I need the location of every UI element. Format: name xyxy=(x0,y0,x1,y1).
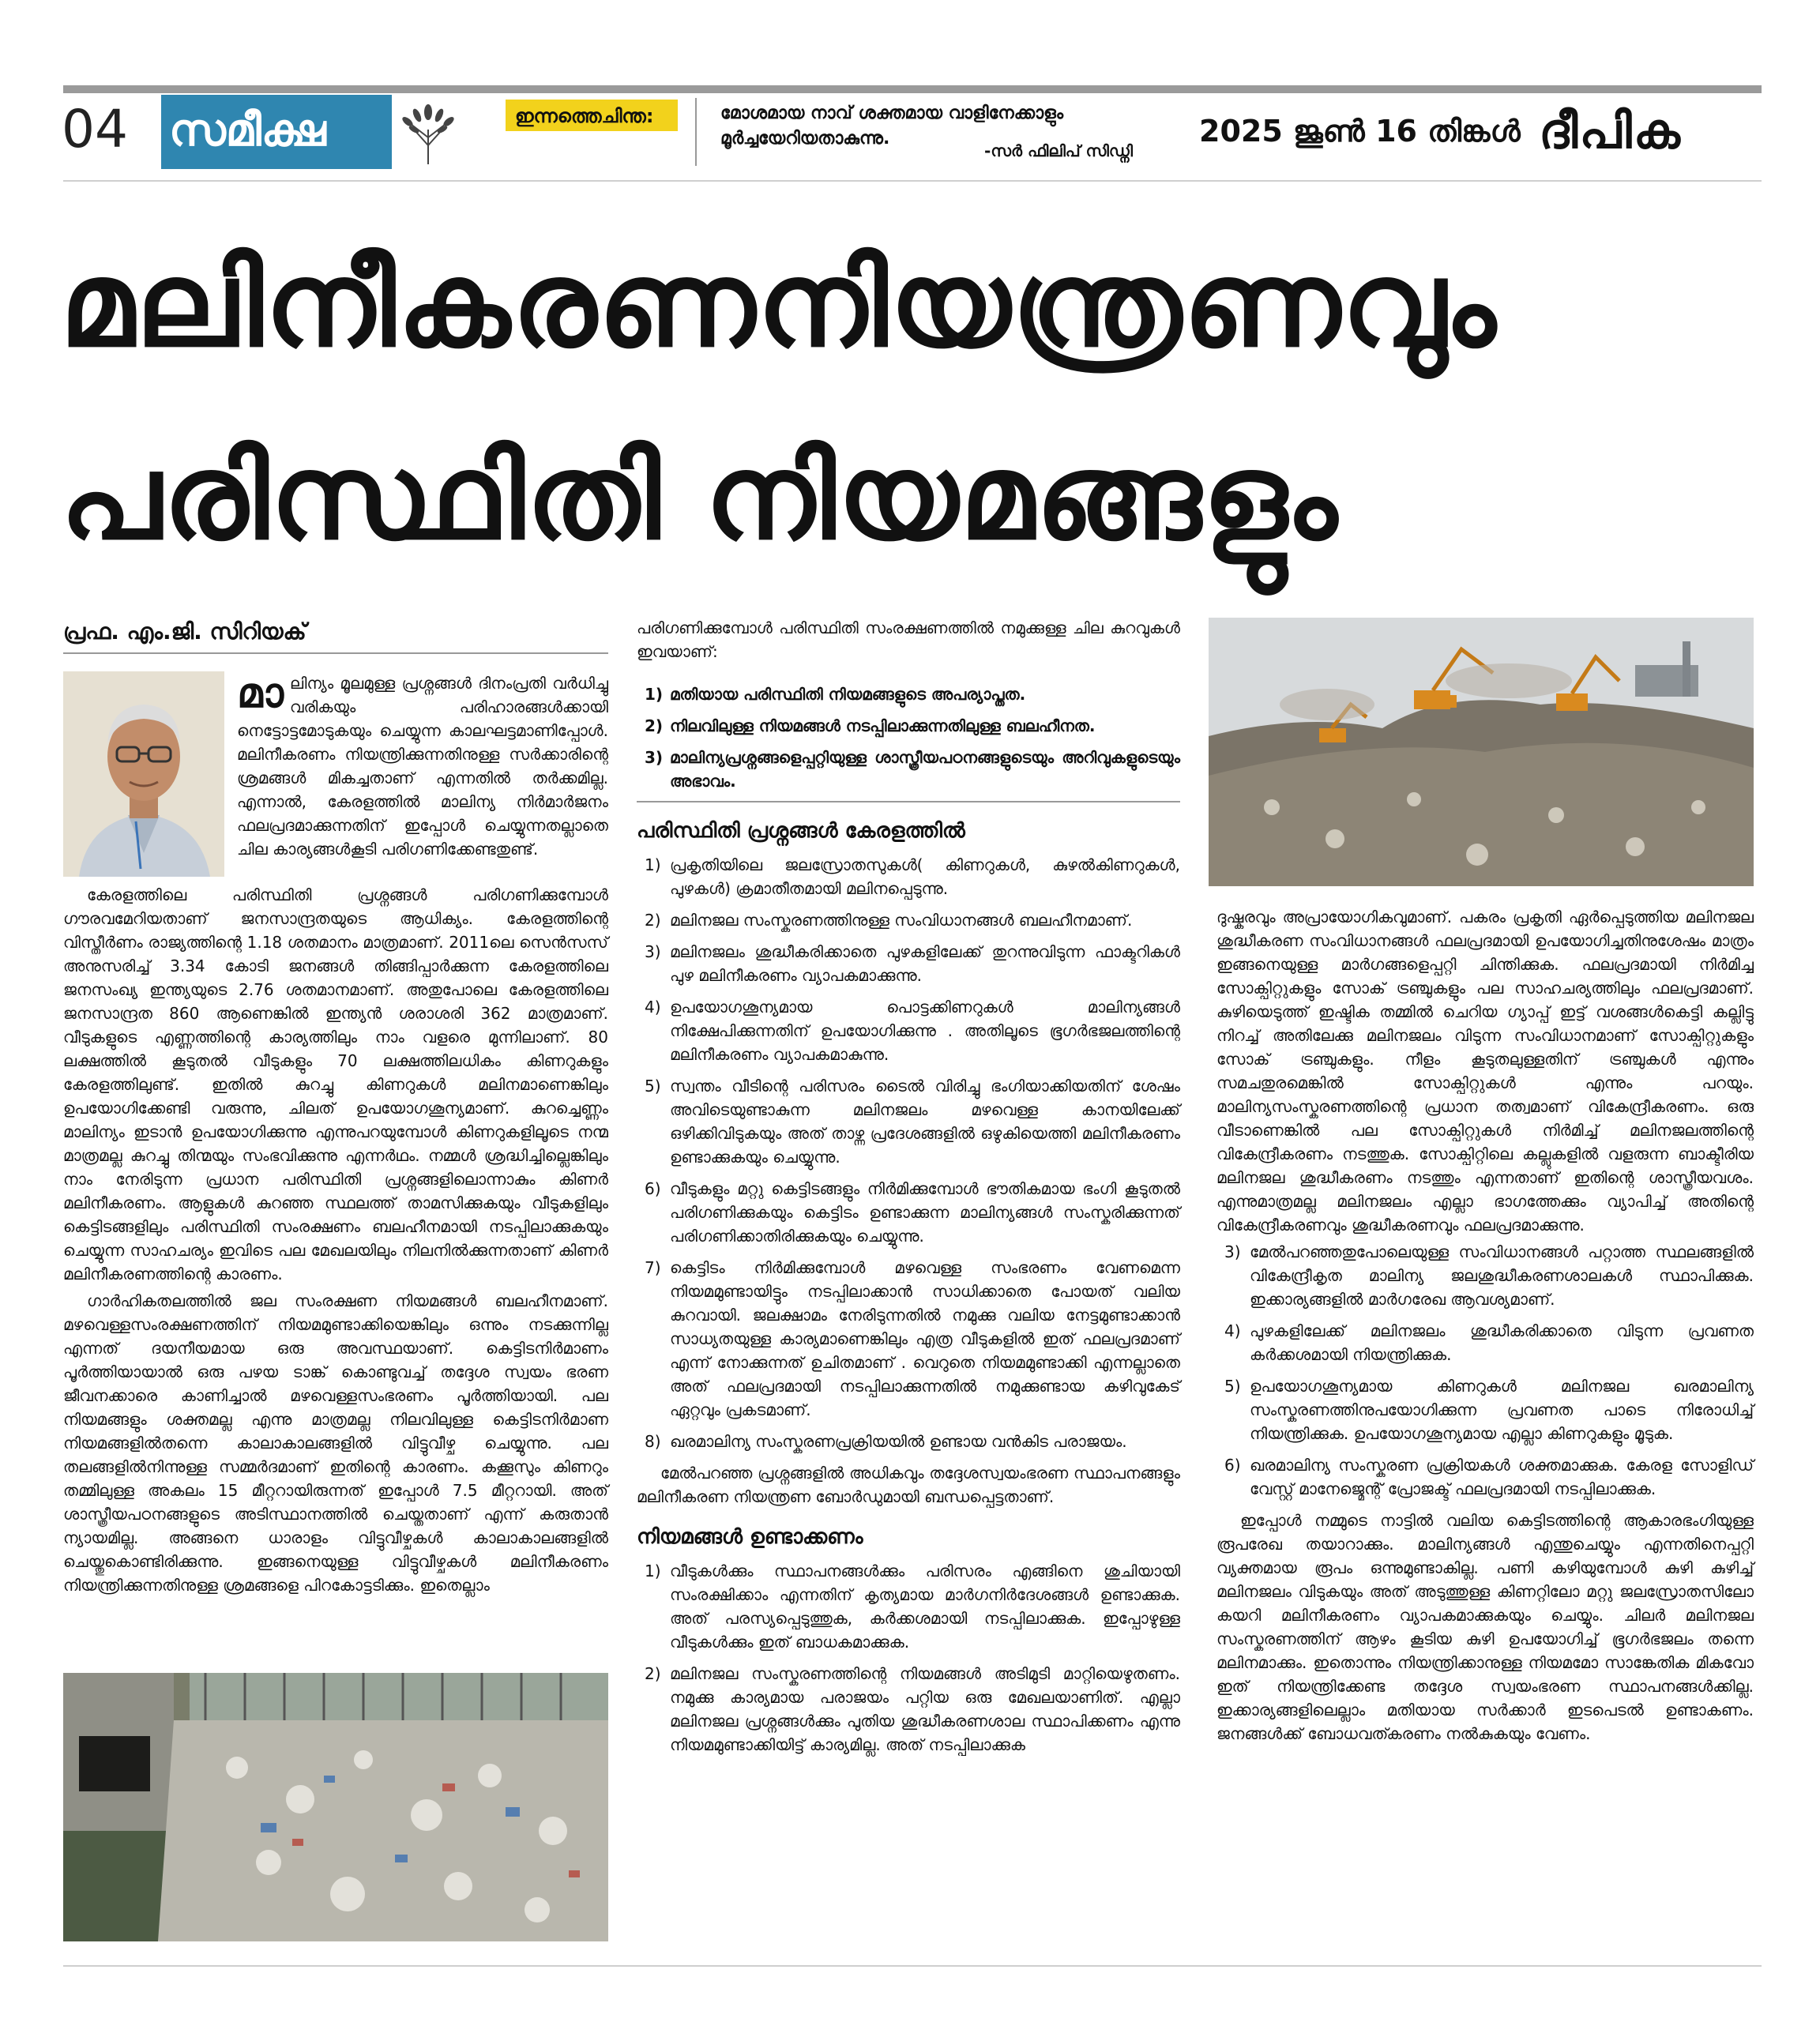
subhead-rule xyxy=(637,801,1180,802)
quote-divider xyxy=(695,98,697,166)
list-item: 2) മലിനജല സംസ്കരണത്തിനുള്ള സംവിധാനങ്ങൾ ബലഹീനമാണ്. xyxy=(645,911,1133,930)
tree-icon xyxy=(398,98,458,166)
page-bottom-rule xyxy=(63,1965,1762,1967)
intro-text: ലിന്യം മൂലമുള്ള പ്രശ്നങ്ങൾ ദിനംപ്രതി വർധിച്ചു വരികയും പരിഹാരങ്ങൾക്കായി നെട്ടോട്ടമോടുകയും ചെയ്യുന്ന കാലഘട്ടമാണിപ്പോൾ. മലിനീകരണം നിയന്ത്രിക്കുന്നതിനുള്ള സർക്കാരിന്റെ ശ്രമങ്ങൾ മികച്ചതാണ് എന്നതിൽ തർക്കമില്ല. എന്നാൽ, കേരളത്തിൽ മാലിന്യ നിർമാർജനം ഫലപ്രദമാക്കുന്നതിന് ഇപ്പോൾ ചെയ്യുന്നതല്ലാതെ ചില കാര്യങ്ങൾകൂടി പരിഗണിക്കേണ്ടതുണ്ട്. xyxy=(237,674,608,859)
headline-line-1: മലിനീകരണനിയന്ത്രണവും xyxy=(60,236,1498,374)
masthead-top-bar xyxy=(63,85,1762,93)
landfill-photo xyxy=(1209,618,1754,886)
list-item: 4) ഉപയോഗശൂന്യമായ പൊട്ടക്കിണറുകൾ മാലിന്യങ്ങൾ നിക്ഷേപിക്കുന്നതിന് ഉപയോഗിക്കുന്നു . അതിലൂടെ ഭൂഗർഭജലത്തിന്റെ മലിനീകരണം വ്യാപകമാകുന്നു. xyxy=(645,998,1180,1064)
list-item: 3) മലിനജലം ശുദ്ധീകരിക്കാതെ പുഴകളിലേക്ക് തുറന്നുവിടുന്ന ഫാക്ടറികൾ പുഴ മലിനീകരണം വ്യാപകമാക്കുന്നു. xyxy=(645,942,1180,985)
subhead-make-laws: നിയമങ്ങൾ ഉണ്ടാക്കണം xyxy=(637,1525,863,1549)
paragraph: ഇപ്പോൾ നമ്മുടെ നാട്ടിൽ വലിയ കെട്ടിടത്തിന്റെ ആകാരഭംഗിയുള്ള രൂപരേഖ തയാറാക്കും. മാലിന്യങ്ങൾ എന്തുചെയ്യും എന്നതിനെപ്പറ്റി വ്യക്തമായ രൂപം ഒന്നുമുണ്ടാകില്ല. പണി കഴിയുമ്പോൾ കുഴി കുഴിച്ച് മലിനജലം വിടുകയും അത് അടുത്തുള്ള കിണറ്റിലോ മറ്റു ജലസ്രോതസിലോ കയറി മലിനീകരണം വ്യാപകമാക്കുകയും ചെയ്യും. ചിലർ മലിനജല സംസ്കരണത്തിന് ആഴം കൂടിയ കുഴി ഉപയോഗിച്ച് ഭൂഗർഭജലം തന്നെ മലിനമാക്കും. ഇതൊന്നും നിയന്ത്രിക്കാനുള്ള നിയമമോ സാങ്കേതിക മികവോ ഇത് നിയന്ത്രിക്കേണ്ട തദ്ദേശ സ്വയംഭരണ സ്ഥാപനങ്ങൾക്കില്ല. ഇക്കാര്യങ്ങളിലെല്ലാം മതിയായ സർക്കാർ ഇടപെടൽ ഉണ്ടാകണം. ജനങ്ങൾക്ക് ബോധവത്കരണം നൽകുകയും വേണം. xyxy=(1216,1511,1754,1743)
article-intro xyxy=(237,671,608,861)
headline-line-2: പരിസ്ഥിതി നിയമങ്ങളും xyxy=(60,429,1339,566)
paragraph: കേരളത്തിലെ പരിസ്ഥിതി പ്രശ്നങ്ങൾ പരിഗണിക്കുമ്പോൾ ഗൗരവമേറിയതാണ് ജനസാന്ദ്രതയുടെ ആധിക്യം. കേരളത്തിന്റെ വിസ്തീർണം രാജ്യത്തിന്റെ 1.18 ശതമാനം മാത്രമാണ്. 2011ലെ സെൻസസ് അനുസരിച്ച് 3.34 കോടി ജനങ്ങൾ തിങ്ങിപ്പാർക്കുന്ന കേരളത്തിലെ ജനസംഖ്യ ഇന്ത്യയുടെ 2.76 ശതമാനമാണ്. അതുപോലെ കേരളത്തിലെ ജനസാന്ദ്രത 860 ആണെങ്കിൽ ഇന്ത്യൻ ശരാശരി 362 മാത്രമാണ്. വീടുകളുടെ എണ്ണത്തിന്റെ കാര്യത്തിലും നാം വളരെ മുന്നിലാണ്. 80 ലക്ഷത്തിൽ കൂടുതൽ വീടുകളും 70 ലക്ഷത്തിലധികം കിണറുകളും കേരളത്തിലുണ്ട്. ഇതിൽ കുറച്ചു കിണറുകൾ മലിനമാണെങ്കിലും ഉപയോഗിക്കേണ്ടി വരുന്നു, ചിലത് ഉപയോഗശൂന്യമാണ്. കുറച്ചെണ്ണം മാലിന്യം ഇടാൻ ഉപയോഗിക്കുന്നു എന്നുപറയുമ്പോൾ കിണറുകളിലൂടെ നന്മ മാത്രമല്ല കുറച്ചു തിന്മയും സംഭവിക്കുന്നു എന്നർഥം. നമ്മൾ ശ്രദ്ധിച്ചില്ലെങ്കിലും നാം നേരിടുന്ന പ്രധാന പരിസ്ഥിതി പ്രശ്നങ്ങളിലൊന്നാകും കിണർ മലിനീകരണം. ആളുകൾ കുറഞ്ഞ സ്ഥലത്ത് താമസിക്കുകയും വീടുകളിലും കെട്ടിടങ്ങളിലും പരിസ്ഥിതി സംരക്ഷണം ബലഹീനമായി നടപ്പിലാക്കുകയും ചെയ്യുന്ന സാഹചര്യം ഇവിടെ പല മേഖലയിലും നിലനിൽക്കുന്നതാണ് കിണർ മലിനീകരണത്തിന്റെ കാരണം. xyxy=(63,885,608,1283)
byline: പ്രഫ. എം.ജി. സിറിയക് xyxy=(63,618,306,645)
list-item: 5) സ്വന്തം വീടിന്റെ പരിസരം ടൈൽ വിരിച്ചു ഭംഗിയാക്കിയതിന് ശേഷം അവിടെയുണ്ടാകുന്ന മലിനജലം മഴവെള്ള കാനയിലേക്ക് ഒഴിക്കിവിടുകയും അത് താഴ്ന്ന പ്രദേശങ്ങളിൽ ഒഴുകിയെത്തി മലിനീകരണം ഉണ്ടാക്കുകയും ചെയ്യുന്നു. xyxy=(645,1077,1180,1167)
section-label: സമീക്ഷ xyxy=(169,105,326,156)
quote-line-2: മൂർച്ചയേറിയതാകുന്നു. xyxy=(720,129,890,148)
landfill-illustration xyxy=(1209,618,1754,886)
masthead-rule xyxy=(63,180,1762,182)
page-number: 04 xyxy=(62,99,128,160)
list-item: 3) മാലിന്യപ്രശ്നങ്ങളെപ്പറ്റിയുള്ള ശാസ്ത്രീയപഠനങ്ങളുടെയും അറിവുകളുടെയും അഭാവം. xyxy=(645,748,1180,791)
column-1-body xyxy=(63,883,608,1600)
drop-cap: മാ xyxy=(237,670,284,717)
quote-line-1: മോശമായ നാവ് ശക്തമായ വാളിനേക്കാളും xyxy=(720,103,1064,123)
weaknesses-list xyxy=(637,682,1180,793)
list-item: 2) മലിനജല സംസ്കരണത്തിന്റെ നിയമങ്ങൾ അടിമുടി മാറ്റിയെഴുതണം. നമുക്കു കാര്യമായ പരാജയം പറ്റിയ ഒരു മേഖലയാണിത്. എല്ലാ മലിനജല പ്രശ്നങ്ങൾക്കും പുതിയ ശുദ്ധീകരണശാല സ്ഥാപിക്കണം എന്നു നിയമമുണ്ടാക്കിയിട്ട് കാര്യമില്ല. അത് നടപ്പിലാക്കുക xyxy=(645,1664,1180,1754)
problems-list xyxy=(637,853,1180,1453)
paragraph: ദുഷ്കരവും അപ്രായോഗികവുമാണ്. പകരം പ്രകൃതി ഏർപ്പെടുത്തിയ മലിനജല ശുദ്ധീകരണ സംവിധാനങ്ങൾ ഫലപ്രദമായി ഉപയോഗിച്ചതിനുശേഷം മാത്രം ഇങ്ങനെയുള്ള മാർഗങ്ങളെപ്പറ്റി ചിന്തിക്കുക. ഫലപ്രദമായി നിർമിച്ച സോക്പിറ്റുകളും സോക് ട്രഞ്ചുകളും പല സാഹചര്യത്തിലും ഫലപ്രദമാണ്. കുഴിയെടുത്ത് ഇഷ്ടിക തമ്മിൽ ചെറിയ ഗ്യാപ്പ് ഇട്ട് വശങ്ങൾകെട്ടി കല്ലിട്ടു നിറച്ച് അതിലേക്കു മലിനജലം വിടുന്ന സംവിധാനമാണ് സോക്പിറ്റുകളും സോക് ട്രഞ്ചുകളും. നീളം കൂടുതലുള്ളതിന് ട്രഞ്ചുകൾ എന്നും സമചതുരമെങ്കിൽ സോക്പിറ്റുകൾ എന്നും പറയും. മാലിന്യസംസ്കരണത്തിന്റെ പ്രധാന തത്വമാണ് വികേന്ദ്രീകരണം. ഒരു വീടാണെങ്കിൽ പല സോക്പിറ്റുകൾ നിർമിച്ച് മലിനജലത്തിന്റെ വികേന്ദ്രീകരണം നടത്തുക. സോക്പിറ്റിലെ കല്ലുകളിൽ വളരുന്ന ബാക്ടീരിയ മലിനജല ശുദ്ധീകരണം നടത്തും എന്നതാണ് ഇതിന്റെ ശാസ്ത്രീയവശം. എന്നുമാത്രമല്ല മലിനജലം എല്ലാ ഭാഗത്തേക്കും വ്യാപിച്ച് അതിന്റെ വികേന്ദ്രീകരണവും ശുദ്ധീകരണവും ഫലപ്രദമാക്കുന്നു. xyxy=(1216,908,1754,1235)
list-item: 1) മതിയായ പരിസ്ഥിതി നിയമങ്ങളുടെ അപര്യാപ്തത. xyxy=(645,685,1026,704)
column-3-body xyxy=(1216,905,1754,1749)
list-item: 5) ഉപയോഗശൂന്യമായ കിണറുകൾ മലിനജല ഖരമാലിന്യ സംസ്കരണത്തിനുപയോഗിക്കുന്ന പ്രവണത പാടെ നിരോധിച്ച് നിയന്ത്രിക്കുക. ഉപയോഗശൂന്യമായ എല്ലാ കിണറുകളും മൂടുക. xyxy=(1224,1377,1754,1443)
issue-date: 2025 ജൂൺ 16 തിങ്കൾ xyxy=(1199,114,1521,148)
polluted-canal-photo xyxy=(63,1673,608,1941)
list-item: 6) ഖരമാലിന്യ സംസ്കരണ പ്രക്രിയകൾ ശക്തമാക്കുക. കേരള സോളിഡ് വേസ്റ്റ് മാനേജ്മെന്റ് പ്രോജക്ട് ഫലപ്രദമായി നടപ്പിലാക്കുക. xyxy=(1224,1456,1754,1498)
author-portrait-illustration xyxy=(63,671,224,877)
list-item: 6) വീടുകളും മറ്റു കെട്ടിടങ്ങളും നിർമിക്കുമ്പോൾ ഭൗതികമായ ഭംഗി കൂടുതൽ പരിഗണിക്കുകയും കെട്ടിടം ഉണ്ടാക്കുന്ന മാലിന്യങ്ങൾ സംസ്കരിക്കുന്നത് പരിഗണിക്കാതിരിക്കുകയും ചെയ്യുന്നു. xyxy=(645,1179,1180,1246)
paragraph: ഗാർഹികതലത്തിൽ ജല സംരക്ഷണ നിയമങ്ങൾ ബലഹീനമാണ്. മഴവെള്ളസംരക്ഷണത്തിന് നിയമമുണ്ടാക്കിയെങ്കിലും ഒന്നും നടക്കുന്നില്ല എന്നത് ദയനീയമായ ഒരു അവസ്ഥയാണ്. കെട്ടിടനിർമാണം പൂർത്തിയായാൽ ഒരു പഴയ ടാങ്ക് കൊണ്ടുവച്ച് തദ്ദേശ സ്വയം ഭരണ ജീവനക്കാരെ കാണിച്ചാൽ മഴവെള്ളസംഭരണം പൂർത്തിയായി. പല നിയമങ്ങളും ശക്തമല്ല എന്നു മാത്രമല്ല നിലവിലുള്ള കെട്ടിടനിർമാണ നിയമങ്ങളിൽതന്നെ കാലാകാലങ്ങളിൽ വിട്ടുവീഴ്ച ചെയ്യുന്നു. പല തലങ്ങളിൽനിന്നുള്ള സമ്മർദമാണ് ഇതിന്റെ കാരണം. കക്കൂസും കിണറും തമ്മിലുള്ള അകലം 15 മീറ്ററായിരുന്നത് ഇപ്പോൾ 7.5 മീറ്ററായി. അത് ശാസ്ത്രീയപഠനങ്ങളുടെ അടിസ്ഥാനത്തിൽ ചെയ്തതാണ് എന്ന് കരുതാൻ ന്യായമില്ല. അങ്ങനെ ധാരാളം വിട്ടുവീഴ്ചകൾ കാലാകാലങ്ങളിൽ ചെയ്തുകൊണ്ടിരിക്കുന്നു. ഇങ്ങനെയുള്ള വിട്ടുവീഴ്ചകൾ മലിനീകരണം നിയന്ത്രിക്കുന്നതിനുള്ള ശ്രമങ്ങളെ പിറകോട്ടടിക്കും. ഇതെല്ലാം xyxy=(63,1291,608,1595)
list-item: 7) കെട്ടിടം നിർമിക്കുമ്പോൾ മഴവെള്ള സംഭരണം വേണമെന്ന നിയമമുണ്ടായിട്ടും നടപ്പിലാക്കാൻ സാധിക്കാതെ പോയത് വലിയ കുറവായി. ജലക്ഷാമം നേരിടുന്നതിൽ നമുക്കു വലിയ നേട്ടമുണ്ടാക്കാൻ സാധ്യതയുള്ള കാര്യമാണെങ്കിലും എത്ര വീടുകളിൽ ഇത് ഫലപ്രദമാണ് എന്ന് നോക്കുന്നത് ഉചിതമാണ് . വെറുതെ നിയമമുണ്ടാക്കി എന്നല്ലാതെ അത് ഫലപ്രദമായി നടപ്പിലാക്കുന്നതിൽ നമുക്കുണ്ടായ കഴിവുകേട് ഏറ്റവും പ്രകടമാണ്. xyxy=(645,1258,1180,1419)
list-item: 1) വീടുകൾക്കും സ്ഥാപനങ്ങൾക്കും പരിസരം എങ്ങിനെ ശുചിയായി സംരക്ഷിക്കാം എന്നതിന് കൃത്യമായ മാർഗനിർദേശങ്ങൾ ഉണ്ടാക്കുക. അത് പരസ്യപ്പെടുത്തുക, കർക്കശമായി നടപ്പിലാക്കുക. ഇപ്പോഴുള്ള വീടുകൾക്കും ഇത് ബാധകമാക്കുക. xyxy=(645,1562,1180,1652)
list-item: 3) മേൽപറഞ്ഞതുപോലെയുള്ള സംവിധാനങ്ങൾ പറ്റാത്ത സ്ഥലങ്ങളിൽ വികേന്ദ്രീകൃത മാലിന്യ ജലശുദ്ധീകരണശാലകൾ സ്ഥാപിക്കുക. ഇക്കാര്യങ്ങളിൽ മാർഗരേഖ ആവശ്യമാണ്. xyxy=(1224,1242,1754,1309)
lead-paragraph: പരിഗണിക്കുമ്പോൾ പരിസ്ഥിതി സംരക്ഷണത്തിൽ നമുക്കുള്ള ചില കുറവുകൾ ഇവയാണ്: xyxy=(637,618,1180,661)
thought-label: ഇന്നത്തെചിന്ത: xyxy=(515,105,654,127)
laws-list xyxy=(637,1559,1180,1757)
more-laws-list xyxy=(1216,1240,1754,1501)
column-2-body xyxy=(637,616,1180,1765)
quote-author: -സർ ഫിലിപ് സിഡ്നി xyxy=(984,141,1133,160)
list-item: 1) പ്രകൃതിയിലെ ജലസ്രോതസുകൾ( കിണറുകൾ, കുഴൽകിണറുകൾ, പുഴകൾ) ക്രമാതീതമായി മലിനപ്പെടുന്നു. xyxy=(645,855,1180,898)
author-photo xyxy=(63,671,224,877)
list-item: 2) നിലവിലുള്ള നിയമങ്ങൾ നടപ്പിലാക്കുന്നതിലുള്ള ബലഹീനത. xyxy=(645,716,1096,735)
list-item: 4) പുഴകളിലേക്ക് മലിനജലം ശുദ്ധീകരിക്കാതെ വിടുന്ന പ്രവണത കർക്കശമായി നിയന്ത്രിക്കുക. xyxy=(1224,1321,1754,1364)
paragraph: മേൽപറഞ്ഞ പ്രശ്നങ്ങളിൽ അധികവും തദ്ദേശസ്വയംഭരണ സ്ഥാപനങ്ങളും മലിനീകരണ നിയന്ത്രണ ബോർഡുമായി ബന്ധപ്പെട്ടതാണ്. xyxy=(637,1464,1180,1506)
newspaper-logo: ദീപിക xyxy=(1539,102,1682,160)
byline-rule xyxy=(63,652,608,654)
polluted-canal-illustration xyxy=(63,1673,608,1941)
subhead-kerala-problems: പരിസ്ഥിതി പ്രശ്നങ്ങൾ കേരളത്തിൽ xyxy=(637,819,965,843)
list-item: 8) ഖരമാലിന്യ സംസ്കരണപ്രക്രിയയിൽ ഉണ്ടായ വൻകിട പരാജയം. xyxy=(645,1432,1127,1451)
